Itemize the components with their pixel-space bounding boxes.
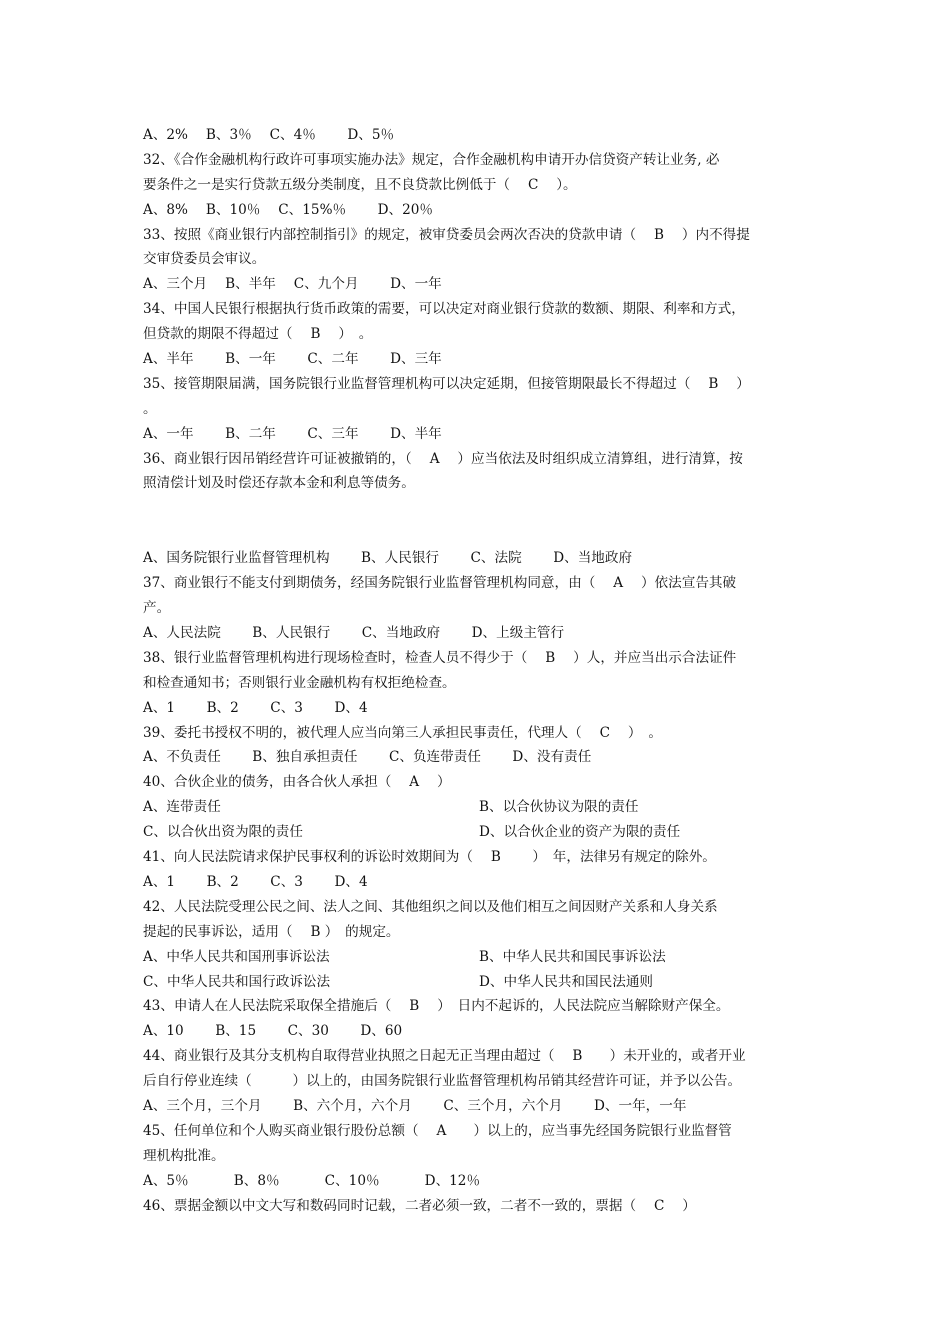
- text-line: 45、任何单位和个人购买商业银行股份总额（ A ）以上的，应当事先经国务院银行业监督管: [143, 1122, 732, 1139]
- text-line: 40、合伙企业的债务，由各合伙人承担（ A ）: [143, 774, 451, 791]
- option: A、中华人民共和国刑事诉讼法: [143, 948, 330, 965]
- text-line: A、不负责任 B、独自承担责任 C、负连带责任 D、没有责任: [143, 749, 592, 766]
- text-line: A、10 B、15 C、30 D、60: [143, 1023, 403, 1040]
- option-row: [143, 820, 823, 845]
- text-line: 35、接管期限届满，国务院银行业监督管理机构可以决定延期，但接管期限最长不得超过（ B ）: [143, 375, 750, 392]
- option: B、以合伙协议为限的责任: [479, 799, 639, 816]
- option-row: [143, 945, 823, 970]
- text-line: A、三个月，三个月 B、六个月，六个月 C、三个月，六个月 D、一年，一年: [143, 1097, 687, 1114]
- text-line: 但贷款的期限不得超过（ B ） 。: [143, 326, 373, 343]
- text-line: A、人民法院 B、人民银行 C、当地政府 D、上级主管行: [143, 625, 565, 642]
- text-line: 。: [143, 400, 157, 417]
- text-line: 照清偿计划及时偿还存款本金和利息等债务。: [143, 475, 415, 492]
- option: C、以合伙出资为限的责任: [143, 824, 303, 841]
- text-block-2: [143, 546, 823, 795]
- text-line: 43、申请人在人民法院采取保全措施后（ B ） 日内不起诉的，人民法院应当解除财产保全。: [143, 998, 730, 1015]
- blank-gap: [143, 496, 823, 546]
- text-line: 38、银行业监督管理机构进行现场检查时，检查人员不得少于（ B ）人，并应当出示合法证件: [143, 649, 737, 666]
- text-line: 41、向人民法院请求保护民事权利的诉讼时效期间为（ B ） 年，法律另有规定的除外。: [143, 849, 716, 866]
- text-line: 33、按照《商业银行内部控制指引》的规定，被审贷委员会两次否决的贷款申请（ B ）内不得提: [143, 226, 750, 243]
- text-block-1: [143, 123, 823, 496]
- text-line: A、1 B、2 C、3 D、4: [143, 699, 368, 716]
- option: B、中华人民共和国民事诉讼法: [479, 948, 666, 965]
- text-line: 理机构批准。: [143, 1147, 225, 1164]
- text-line: 后自行停业连续（ ）以上的，由国务院银行业监督管理机构吊销其经营许可证，并予以公告。: [143, 1073, 742, 1090]
- text-line: 提起的民事诉讼，适用（ B ） 的规定。: [143, 923, 400, 940]
- text-line: 要条件之一是实行贷款五级分类制度，且不良贷款比例低于（ C ）。: [143, 176, 577, 193]
- text-line: 36、商业银行因吊销经营许可证被撤销的，（ A ）应当依法及时组织成立清算组，进行清算，按: [143, 450, 743, 467]
- option-row: [143, 970, 823, 995]
- option: C、中华人民共和国行政诉讼法: [143, 973, 331, 990]
- text-line: A、国务院银行业监督管理机构 B、人民银行 C、法院 D、当地政府: [143, 550, 633, 567]
- text-line: 42、人民法院受理公民之间、法人之间、其他组织之间以及他们相互之间因财产关系和人身关系: [143, 898, 718, 915]
- text-line: 32、《合作金融机构行政许可事项实施办法》规定，合作金融机构申请开办信贷资产转让业务, 必: [143, 151, 720, 168]
- text-line: A、5％ B、8％ C、10％ D、12％: [143, 1172, 481, 1189]
- text-line: 产。: [143, 600, 171, 617]
- text-line: A、一年 B、二年 C、三年 D、半年: [143, 425, 442, 442]
- text-block-3: [143, 845, 823, 945]
- text-line: A、半年 B、一年 C、二年 D、三年: [143, 351, 442, 368]
- option: D、以合伙企业的资产为限的责任: [479, 824, 681, 841]
- q40-options: [143, 795, 823, 845]
- text-line: 和检查通知书；否则银行业金融机构有权拒绝检查。: [143, 674, 456, 691]
- option: D、中华人民共和国民法通则: [479, 973, 654, 990]
- text-block-4: [143, 994, 823, 1218]
- option: A、连带责任: [143, 799, 221, 816]
- text-line: 34、中国人民银行根据执行货币政策的需要，可以决定对商业银行贷款的数额、期限、利率和方式，: [143, 301, 745, 318]
- q42-options: [143, 945, 823, 995]
- option-row: [143, 795, 823, 820]
- text-line: A、1 B、2 C、3 D、4: [143, 873, 368, 890]
- text-line: 39、委托书授权不明的，被代理人应当向第三人承担民事责任，代理人（ C ） 。: [143, 724, 662, 741]
- text-line: 37、商业银行不能支付到期债务，经国务院银行业监督管理机构同意，由（ A ）依法宣告其破: [143, 575, 737, 592]
- text-line: 交审贷委员会审议。: [143, 251, 266, 268]
- text-line: A、8% B、10％ C、15%％ D、20％: [143, 201, 433, 218]
- text-line: 44、商业银行及其分支机构自取得营业执照之日起无正当理由超过（ B ）未开业的，或者开业: [143, 1048, 746, 1065]
- text-line: A、2% B、3％ C、4％ D、5％: [143, 127, 395, 143]
- text-line: 46、票据金额以中文大写和数码同时记载，二者必须一致，二者不一致的，票据（ C ）: [143, 1197, 696, 1214]
- text-line: A、三个月 B、半年 C、九个月 D、一年: [143, 276, 442, 293]
- document-page: [143, 123, 823, 1218]
